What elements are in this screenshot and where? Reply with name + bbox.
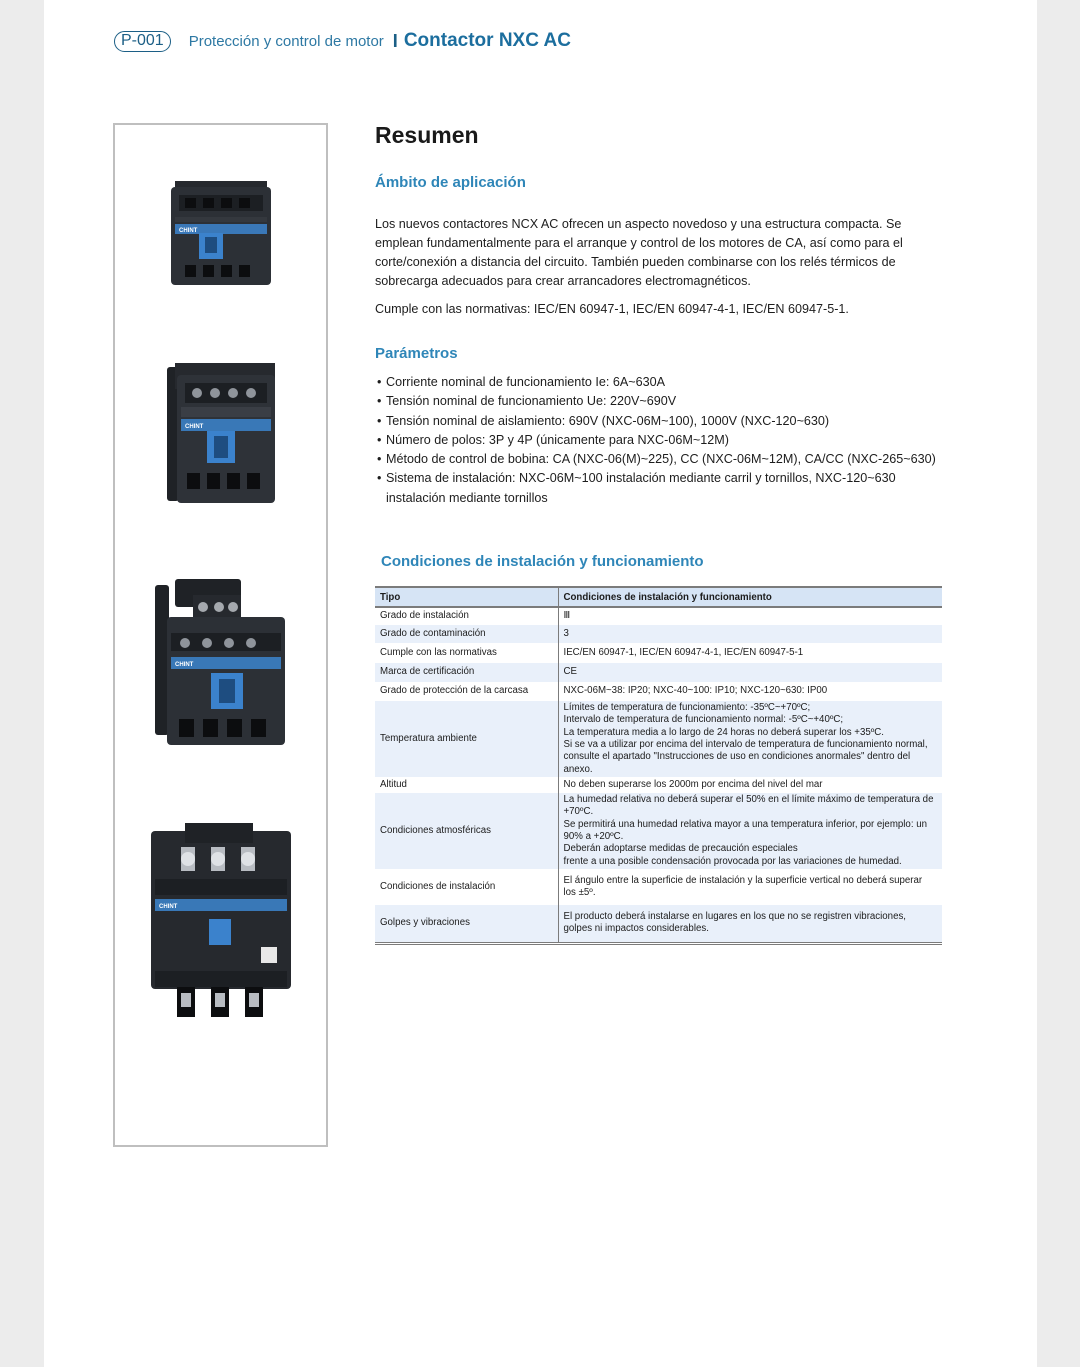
standards-paragraph: Cumple con las normativas: IEC/EN 60947-1, IEC/EN 60947-4-1, IEC/EN 60947-5-1. <box>375 302 849 316</box>
summary-heading: Resumen <box>375 122 479 148</box>
parameter-item: • Sistema de instalación: NXC-06M~100 instalación mediante carril y tornillos, NXC-120~630 instalación mediante tornillos <box>375 469 941 508</box>
parameters-list <box>375 373 941 508</box>
table-row <box>375 663 942 682</box>
parameter-item: • Corriente nominal de funcionamiento Ie: 6A~630A <box>375 373 941 392</box>
table-row <box>375 625 942 643</box>
parameter-item: • Número de polos: 3P y 4P (únicamente para NXC-06M~12M) <box>375 431 941 450</box>
parameter-item: • Tensión nominal de aislamiento: 690V (NXC-06M~100), 1000V (NXC-120~630) <box>375 412 941 431</box>
conditions-heading: Condiciones de instalación y funcionamiento <box>381 553 704 570</box>
table-row <box>375 905 942 943</box>
scope-paragraph: Los nuevos contactores NCX AC ofrecen un aspecto novedoso y una estructura compacta. Se emplean fundamentalmente para el arranque y control de los motores de CA, así como para el corte/conexión a distancia del circuito. También pueden combinarse con los relés térmicos de sobrecarga adecuados para crear arrancadores electromagnéticos. <box>375 217 903 288</box>
row-type: Grado de contaminación <box>375 625 558 643</box>
row-type: Grado de instalación <box>375 607 558 625</box>
conditions-table <box>375 586 942 945</box>
table-row <box>375 777 942 793</box>
svg-text:CHINT: CHINT <box>175 662 194 668</box>
row-value: CE <box>558 663 942 682</box>
table-row <box>375 793 942 869</box>
table-row <box>375 643 942 663</box>
contactor-large-image <box>115 577 326 747</box>
contactor-medium-image <box>115 361 326 511</box>
row-value: NXC-06M~38: IP20; NXC-40~100: IP10; NXC-120~630: IP00 <box>563 685 828 697</box>
contactor-small-image <box>115 177 326 289</box>
svg-text:CHINT: CHINT <box>185 424 204 430</box>
row-value: Ⅲ <box>563 610 571 622</box>
row-type: Temperatura ambiente <box>375 701 558 777</box>
parameter-item: • Método de control de bobina: CA (NXC-06(M)~225), CC (NXC-06M~12M), CA/CC (NXC-265~630) <box>375 450 941 469</box>
row-type: Altitud <box>375 777 558 793</box>
contactor-xlarge-image <box>115 821 326 1021</box>
row-type: Condiciones atmosféricas <box>375 793 558 869</box>
parameter-item: • Tensión nominal de funcionamiento Ue: 220V~690V <box>375 392 941 411</box>
row-value: Límites de temperatura de funcionamiento: -35ºC~+70ºC; Intervalo de temperatura de funcionamiento normal: -5ºC~+40ºC; La temperatura media a lo largo de 24 horas no deberá superar los +35ºC. Si se va a utilizar por encima del intervalo de temperatura de funcionamiento normal, consulte el apartado "Instrucciones de uso en condiciones anormales" dentro del anexo. <box>558 701 942 777</box>
svg-text:CHINT: CHINT <box>159 904 178 910</box>
row-type: Golpes y vibraciones <box>375 905 558 943</box>
row-type: Condiciones de instalación <box>375 869 558 905</box>
table-row <box>375 607 942 625</box>
table-header-type: Tipo <box>375 587 558 607</box>
svg-text:CHINT: CHINT <box>179 228 198 234</box>
row-value: El producto deberá instalarse en lugares en los que no se registren vibraciones, golpes ni impactos considerables. <box>558 905 942 943</box>
row-type: Cumple con las normativas <box>375 643 558 663</box>
table-header-conditions: Condiciones de instalación y funcionamiento <box>558 587 942 607</box>
product-images-panel <box>113 123 328 1147</box>
row-value: 3 <box>558 625 942 643</box>
row-value: IEC/EN 60947-1, IEC/EN 60947-4-1, IEC/EN 60947-5-1 <box>563 646 804 658</box>
scope-heading: Ámbito de aplicación <box>375 174 526 191</box>
page-code: P-001 <box>114 31 171 52</box>
parameters-heading: Parámetros <box>375 345 458 362</box>
table-row <box>375 869 942 905</box>
category-title: Protección y control de motor <box>188 32 384 50</box>
product-title: Contactor NXC AC <box>403 30 571 51</box>
table-row <box>375 701 942 777</box>
row-value: La humedad relativa no deberá superar el 50% en el límite máximo de temperatura de +70ºC. Se permitirá una humedad relativa mayor a una temperatura inferior, por ejemplo: un 90% a +20ºC. Deberán adoptarse medidas de precaución especiales frente a una posible condensación provocada por las variaciones de humedad. <box>558 793 942 869</box>
document-page <box>44 0 1037 1367</box>
header-separator: I <box>392 30 398 51</box>
row-type: Grado de protección de la carcasa <box>375 682 558 701</box>
row-value: No deben superarse los 2000m por encima del nivel del mar <box>563 778 823 790</box>
table-row <box>375 682 942 701</box>
row-type: Marca de certificación <box>375 663 558 682</box>
page-header <box>114 30 571 52</box>
row-value: El ángulo entre la superficie de instalación y la superficie vertical no deberá superar los ±5º. <box>563 874 923 898</box>
